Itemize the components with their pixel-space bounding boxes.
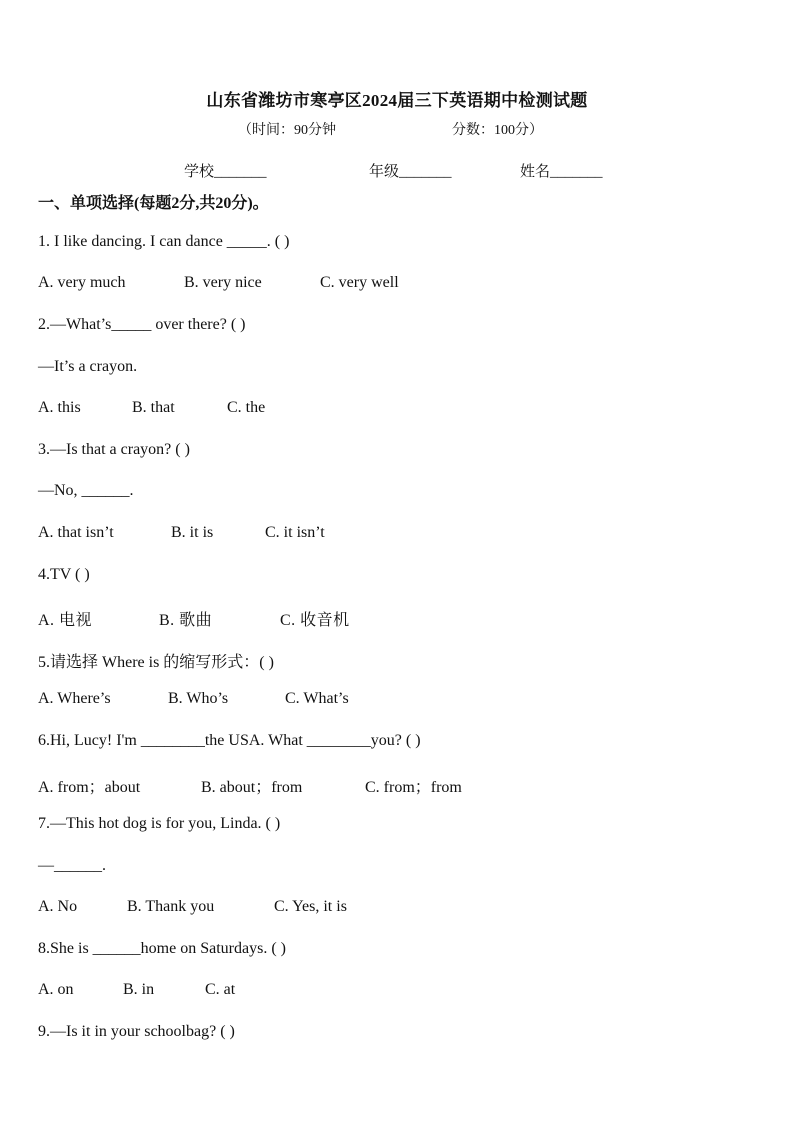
question-3: 3.—Is that a crayon? ( ) bbox=[38, 441, 190, 458]
question-3-reply: —No, ______. bbox=[38, 482, 134, 499]
question-9: 9.—Is it in your schoolbag? ( ) bbox=[38, 1023, 235, 1040]
option-a: A. Where’s bbox=[38, 690, 111, 707]
option-c: C. 收音机 bbox=[280, 612, 350, 629]
page-title: 山东省潍坊市寒亭区2024届三下英语期中检测试题 bbox=[206, 91, 588, 110]
option-a: A. 电视 bbox=[38, 612, 93, 629]
option-c: C. the bbox=[227, 399, 266, 416]
question-4: 4.TV ( ) bbox=[38, 566, 90, 583]
option-c: C. it isn’t bbox=[265, 524, 325, 541]
option-c: C. Yes, it is bbox=[274, 898, 347, 915]
option-b: B. it is bbox=[171, 524, 214, 541]
question-2-reply: —It’s a crayon. bbox=[38, 358, 138, 375]
school-field: 学校_______ bbox=[184, 164, 267, 180]
question-7: 7.—This hot dog is for you, Linda. ( ) bbox=[38, 815, 281, 832]
question-7-reply: —______. bbox=[38, 857, 106, 874]
name-field: 姓名_______ bbox=[520, 164, 603, 180]
option-a: A. from；about bbox=[38, 779, 141, 796]
option-b: B. Who’s bbox=[168, 690, 229, 707]
option-b: B. very nice bbox=[184, 274, 262, 291]
option-c: C. What’s bbox=[285, 690, 349, 707]
option-a: A. No bbox=[38, 898, 78, 915]
option-a: A. very much bbox=[38, 274, 126, 291]
question-1: 1. I like dancing. I can dance _____. ( ) bbox=[38, 233, 290, 250]
option-a: A. that isn’t bbox=[38, 524, 114, 541]
grade-field: 年级_______ bbox=[369, 164, 452, 180]
question-8: 8.She is ______home on Saturdays. ( ) bbox=[38, 940, 286, 957]
exam-time: （时间：90分钟 bbox=[238, 123, 336, 138]
option-c: C. at bbox=[205, 981, 236, 998]
option-b: B. Thank you bbox=[127, 898, 215, 915]
question-2: 2.—What’s_____ over there? ( ) bbox=[38, 316, 246, 333]
section-heading: 一、单项选择(每题2分,共20分)。 bbox=[38, 195, 269, 212]
exam-score: 分数：100分） bbox=[452, 123, 543, 138]
option-b: B. about；from bbox=[201, 779, 303, 796]
option-b: B. 歌曲 bbox=[159, 612, 213, 629]
option-b: B. that bbox=[132, 399, 175, 416]
question-6: 6.Hi, Lucy! I'm ________the USA. What ________you? ( ) bbox=[38, 732, 421, 749]
option-c: C. very well bbox=[320, 274, 399, 291]
option-a: A. this bbox=[38, 399, 81, 416]
option-a: A. on bbox=[38, 981, 74, 998]
option-c: C. from；from bbox=[365, 779, 462, 796]
option-b: B. in bbox=[123, 981, 155, 998]
question-5: 5.请选择 Where is 的缩写形式：( ) bbox=[38, 654, 274, 671]
